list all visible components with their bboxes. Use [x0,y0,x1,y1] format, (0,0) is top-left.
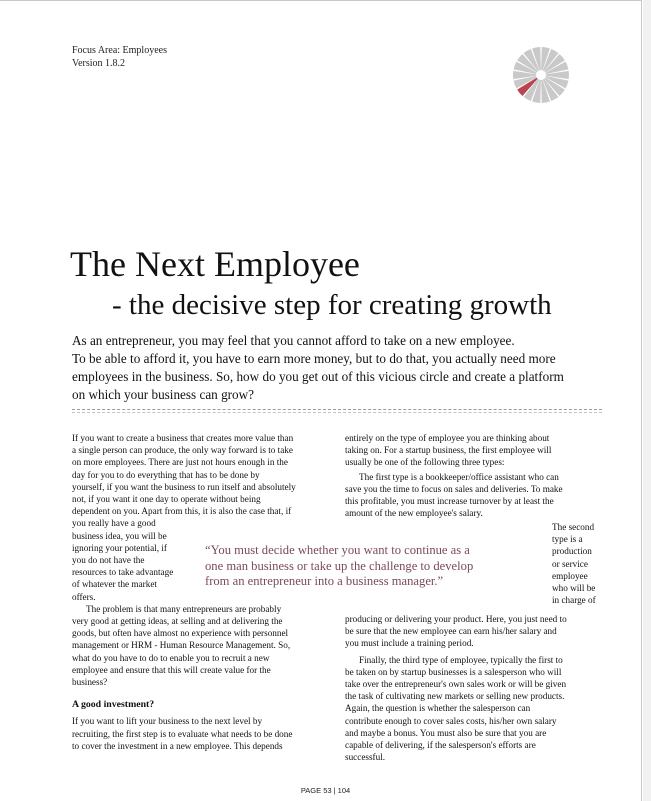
pull-quote [205,543,541,590]
text-line: dependent on you. Apart from this, it is also the case that, if [72,506,292,517]
text-line: taking on. For a startup business, the first employee will [345,445,552,456]
text-line: on more employees. There are just not hours enough in the [72,457,288,468]
paragraph [72,603,340,688]
text-line: the task of cultivating new markets or selling new products. [345,691,565,702]
text-line: you really have a good [72,518,156,529]
intro-line: As an entrepreneur, you may feel that you cannot afford to take on a new employee. [72,333,515,348]
intro-paragraph [72,332,602,404]
focus-area-label: Focus Area: Employees [72,45,167,56]
pull-quote-line: from an entrepreneur into a business manager.” [205,574,444,589]
text-line: yourself, if you want the business to run itself and absolutely [72,481,296,492]
text-line: business idea, you will be [72,530,167,541]
text-line: in charge of [552,595,596,606]
text-line: to cover the investment in a new employee. This depends [72,740,283,751]
document-header [72,44,167,70]
page-border-right [641,0,642,801]
text-line: contribute enough to cover sales costs, his/her own salary [345,715,557,726]
intro-line: on which your business can grow? [72,387,255,402]
text-line: type is a [552,534,583,545]
text-line: day for you to do everything that has to be done by [72,469,260,480]
text-line: recruiting, the first step is to evaluate what needs to be done [72,728,293,739]
left-column [72,432,340,752]
intro-text [72,350,602,404]
section-divider [72,412,602,413]
text-line: take over the entrepreneur's own sales work or will be given [345,679,567,690]
text-line: business? [72,677,108,688]
text-line: The second [552,522,595,532]
text-line: who will be [552,583,596,594]
text-line: you do not have the [72,555,145,566]
right-column-continued [345,613,605,763]
text-line: usually be one of the following three types: [345,457,505,468]
intro-line: employees in the business. So, how do you get out of this vicious circle and create a platform [72,369,564,384]
text-line: employee [552,570,588,581]
page-border-top [0,0,642,1]
pull-quote-line: one man business or take up the challenge to develop [205,558,474,573]
text-line: this profitable, you must increase turnover by at least the [345,496,554,507]
text-line: capable of delivering, if the salesperson's efforts are [345,740,536,751]
text-line: production [552,546,592,557]
text-line: not, if you want it one day to operate without being [72,494,261,505]
paragraph [345,432,605,469]
text-line: management or HRM - Human Resource Management. So, [72,640,291,651]
text-line: and maybe a bonus. You must also be sure that you are [345,727,547,738]
text-line: or service [552,558,588,569]
text-line: save you the time to focus on sales and deliveries. To make [345,483,563,494]
text-line: amount of the new employee's salary. [345,508,483,519]
text-line: resources to take advantage [72,567,174,578]
text-line: employee and ensure that this will create value for the [72,664,271,675]
paragraph [345,471,605,520]
text-line: The problem is that many entrepreneurs are probably [86,603,282,614]
text-line: goods, but often have almost no experience with personnel [72,628,289,639]
text-line: Finally, the third type of employee, typically the first to [359,654,563,665]
text-line: be sure that the new employee can earn his/her salary and [345,626,557,637]
text-line: very good at getting ideas, at selling and at delivering the [72,616,283,627]
text-line: what do you have to do to enable you to recruit a new [72,652,270,663]
text-line: If you want to lift your business to the next level by [72,716,263,727]
right-side-text [552,521,612,606]
page-number: PAGE 53 | 104 [300,786,351,795]
text-line: ignoring your potential, if [72,542,167,553]
text-line: of whatever the market [72,579,157,590]
version-label: Version 1.8.2 [72,58,126,69]
page-shadow [643,0,651,801]
text-line: The first type is a bookkeeper/office assistant who can [359,471,559,482]
section-divider [72,409,602,410]
page-subtitle: - the decisive step for creating growth [112,289,552,321]
text-line: a single person can produce, the only way forward is to take [72,445,293,456]
text-line: you must include a training period. [345,638,474,649]
text-line: producing or delivering your product. Here, you just need to [345,614,567,624]
text-line: entirely on the type of employee you are thinking about [345,433,550,443]
text-line: Again, the question is whether the salesperson can [345,703,531,714]
right-column [345,432,605,519]
paragraph [345,613,605,650]
paragraph [345,654,605,764]
text-line: successful. [345,752,386,763]
page-title: The Next Employee [70,244,360,284]
paragraph [72,715,340,752]
progress-wheel-icon [512,46,570,104]
pull-quote-line: “You must decide whether you want to continue as a [205,543,470,557]
intro-line: To be able to afford it, you have to earn more money, but to do that, you actually need more [72,351,556,366]
text-line: be taken on by startup businesses is a salesperson who will [345,666,562,677]
text-line: offers. [72,591,96,602]
text-line: If you want to create a business that creates more value than [72,433,294,443]
section-heading: A good investment? [72,699,155,711]
